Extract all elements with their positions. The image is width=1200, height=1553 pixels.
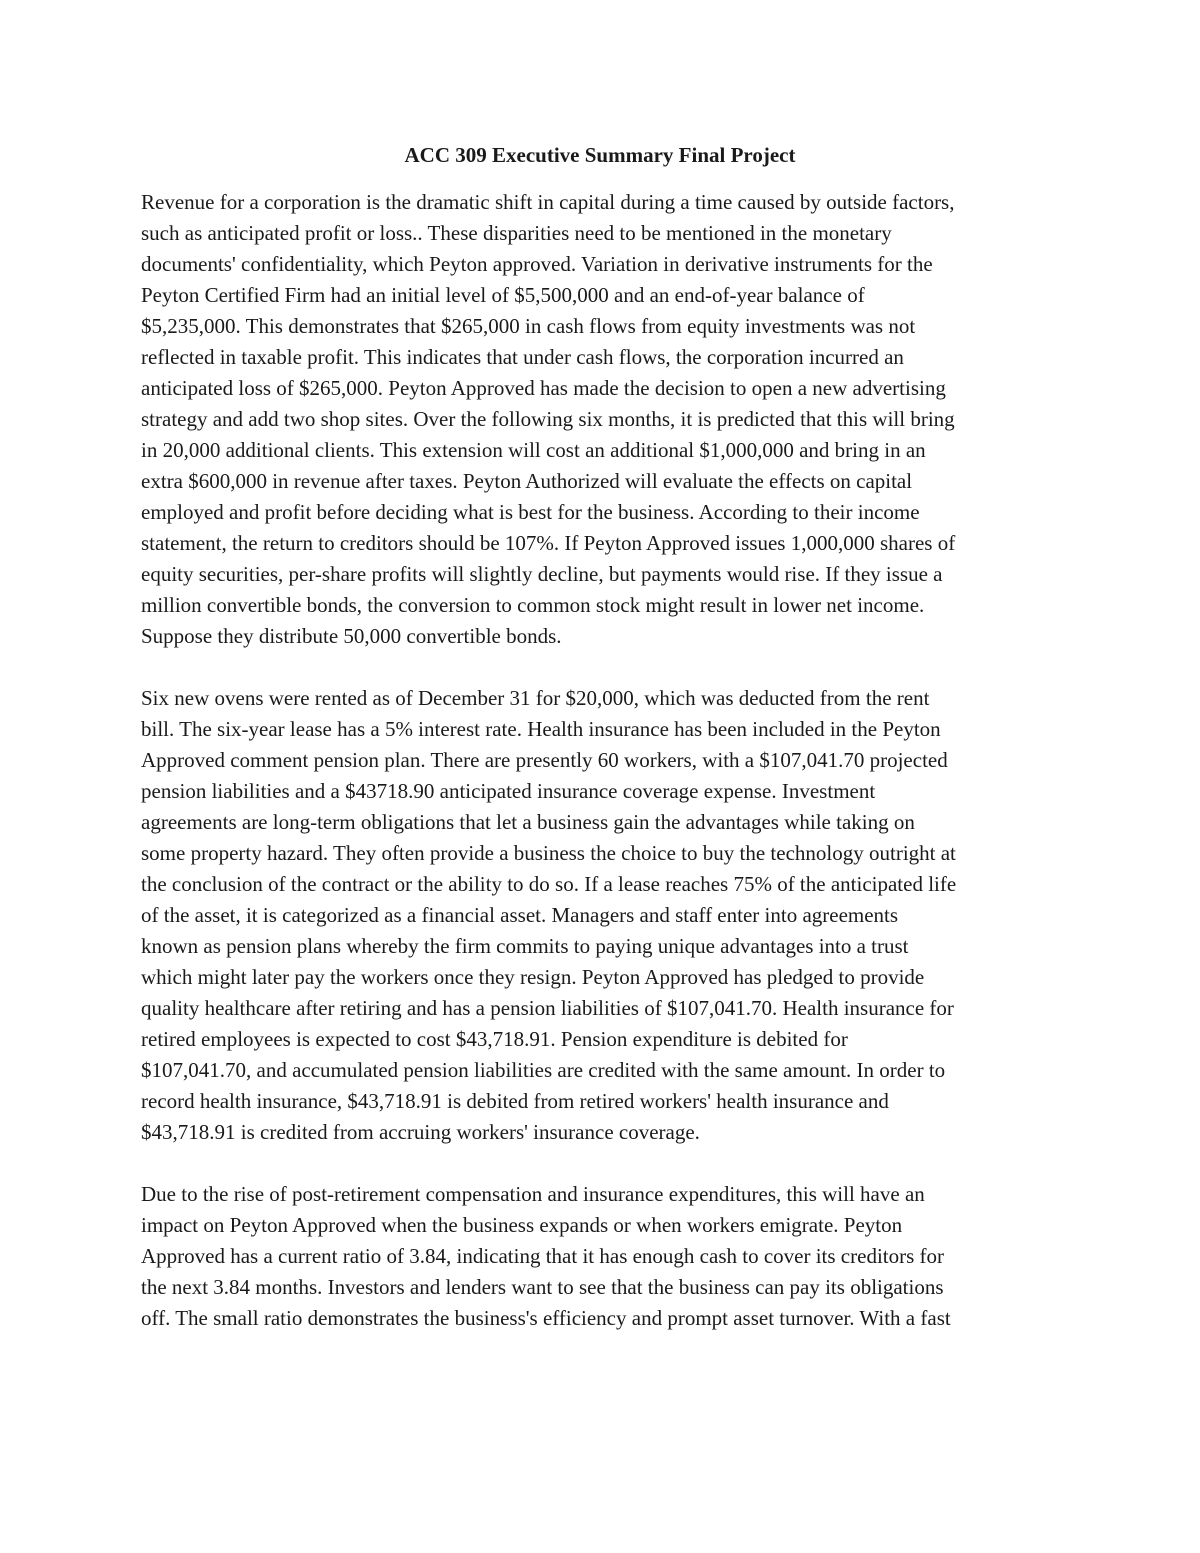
text-line: Peyton Certified Firm had an initial level of $5,500,000 and an end-of-year balance of bbox=[141, 283, 865, 307]
text-line: off. The small ratio demonstrates the business's efficiency and prompt asset turnover. With a fast bbox=[141, 1306, 951, 1330]
text-line: million convertible bonds, the conversion to common stock might result in lower net income. bbox=[141, 593, 925, 617]
text-line: $107,041.70, and accumulated pension liabilities are credited with the same amount. In order to bbox=[141, 1058, 946, 1082]
text-line: record health insurance, $43,718.91 is debited from retired workers' health insurance and bbox=[141, 1089, 889, 1113]
text-line: Suppose they distribute 50,000 convertible bonds. bbox=[141, 624, 562, 648]
text-line: bill. The six-year lease has a 5% interest rate. Health insurance has been included in the Peyton bbox=[141, 717, 941, 741]
text-line: which might later pay the workers once they resign. Peyton Approved has pledged to provide bbox=[141, 965, 925, 989]
text-line: such as anticipated profit or loss.. These disparities need to be mentioned in the monetary bbox=[141, 221, 892, 245]
text-line: in 20,000 additional clients. This extension will cost an additional $1,000,000 and bring in an bbox=[141, 438, 926, 462]
text-line: anticipated loss of $265,000. Peyton Approved has made the decision to open a new advertising bbox=[141, 376, 946, 400]
text-line: known as pension plans whereby the firm commits to paying unique advantages into a trust bbox=[141, 934, 909, 958]
text-line: strategy and add two shop sites. Over the following six months, it is predicted that this will bring bbox=[141, 407, 955, 431]
text-line: quality healthcare after retiring and has a pension liabilities of $107,041.70. Health insurance for bbox=[141, 996, 954, 1020]
text-line: the next 3.84 months. Investors and lenders want to see that the business can pay its obligations bbox=[141, 1275, 944, 1299]
text-line: Approved comment pension plan. There are presently 60 workers, with a $107,041.70 projected bbox=[141, 748, 948, 772]
text-line: extra $600,000 in revenue after taxes. Peyton Authorized will evaluate the effects on capital bbox=[141, 469, 913, 493]
text-line: pension liabilities and a $43718.90 anticipated insurance coverage expense. Investment bbox=[141, 779, 876, 803]
text-line: agreements are long-term obligations that let a business gain the advantages while taking on bbox=[141, 810, 915, 834]
text-line: the conclusion of the contract or the ability to do so. If a lease reaches 75% of the anticipated life bbox=[141, 872, 957, 896]
text-line: retired employees is expected to cost $43,718.91. Pension expenditure is debited for bbox=[141, 1027, 848, 1051]
paragraph-container bbox=[141, 187, 1059, 1334]
text-line: documents' confidentiality, which Peyton approved. Variation in derivative instruments for the bbox=[141, 252, 933, 276]
text-line: of the asset, it is categorized as a financial asset. Managers and staff enter into agreements bbox=[141, 903, 899, 927]
paragraph-1 bbox=[141, 187, 1059, 652]
text-line: equity securities, per-share profits will slightly decline, but payments would rise. If they issue a bbox=[141, 562, 943, 586]
text-line: statement, the return to creditors should be 107%. If Peyton Approved issues 1,000,000 shares of bbox=[141, 531, 956, 555]
text-line: Approved has a current ratio of 3.84, indicating that it has enough cash to cover its creditors for bbox=[141, 1244, 945, 1268]
paragraph-2 bbox=[141, 683, 1059, 1148]
text-line: $5,235,000. This demonstrates that $265,000 in cash flows from equity investments was not bbox=[141, 314, 916, 338]
text-line: Due to the rise of post-retirement compensation and insurance expenditures, this will have an bbox=[141, 1182, 925, 1206]
document-title: ACC 309 Executive Summary Final Project bbox=[404, 143, 796, 167]
text-line: reflected in taxable profit. This indicates that under cash flows, the corporation incurred an bbox=[141, 345, 904, 369]
text-line: impact on Peyton Approved when the business expands or when workers emigrate. Peyton bbox=[141, 1213, 903, 1237]
paragraph-3 bbox=[141, 1179, 1059, 1334]
text-line: some property hazard. They often provide a business the choice to buy the technology outright at bbox=[141, 841, 956, 865]
text-line: $43,718.91 is credited from accruing workers' insurance coverage. bbox=[141, 1120, 700, 1144]
text-line: Revenue for a corporation is the dramatic shift in capital during a time caused by outside factors, bbox=[141, 190, 955, 214]
text-line: Six new ovens were rented as of December 31 for $20,000, which was deducted from the rent bbox=[141, 686, 930, 710]
text-line: employed and profit before deciding what is best for the business. According to their income bbox=[141, 500, 920, 524]
document-body bbox=[141, 140, 1059, 1365]
